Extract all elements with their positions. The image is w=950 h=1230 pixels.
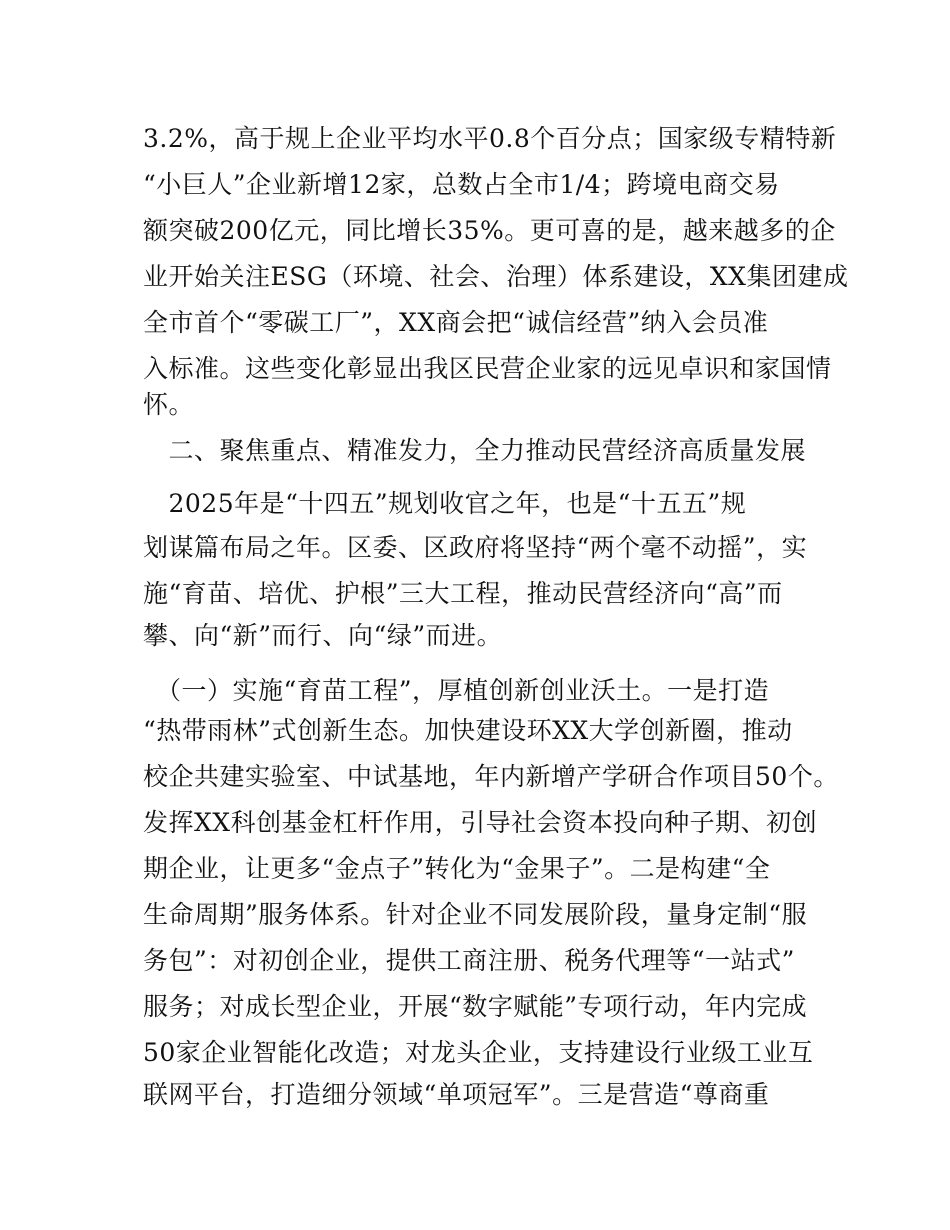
paragraph-3-line-10: 联网平台，打造细分领域“单项冠军”。三是营造“尊商重 <box>143 1080 770 1109</box>
paragraph-1-line-7: 怀。 <box>143 390 195 419</box>
paragraph-1-line-5: 全市首个“零碳工厂”，XX商会把“诚信经营”纳入会员准 <box>143 308 769 337</box>
paragraph-3-line-5: 期企业，让更多“金点子”转化为“金果子”。二是构建“全 <box>143 854 771 883</box>
paragraph-2-line-2: 划谋篇布局之年。区委、区政府将坚持“两个毫不动摇”，实 <box>143 533 808 562</box>
paragraph-3-line-8: 服务；对成长型企业，开展“数字赋能”专项行动，年内完成 <box>143 992 808 1021</box>
paragraph-3-line-1: （一）实施“育苗工程”，厚植创新创业沃土。一是打造 <box>143 676 770 705</box>
paragraph-3-line-3: 校企共建实验室、中试基地，年内新增产学研合作项目50个。 <box>143 762 839 791</box>
paragraph-3-line-7: 务包”：对初创企业，提供工商注册、税务代理等“一站式” <box>143 946 795 975</box>
paragraph-1-line-2: “小巨人”企业新增12家，总数占全市1/4；跨境电商交易 <box>143 170 780 199</box>
paragraph-3-line-4: 发挥XX科创基金杠杆作用，引导社会资本投向种子期、初创 <box>143 808 818 837</box>
paragraph-3-line-9: 50家企业智能化改造；对龙头企业，支持建设行业级工业互 <box>143 1038 814 1067</box>
paragraph-2-line-3: 施“育苗、培优、护根”三大工程，推动民营经济向“高”而 <box>143 579 783 608</box>
section-heading: 二、聚焦重点、精准发力，全力推动民营经济高质量发展 <box>143 436 807 465</box>
paragraph-1-line-1: 3.2%，高于规上企业平均水平0.8个百分点；国家级专精特新 <box>143 124 837 153</box>
paragraph-2-line-1: 2025年是“十四五”规划收官之年，也是“十五五”规 <box>143 489 747 518</box>
paragraph-3-line-6: 生命周期”服务体系。针对企业不同发展阶段，量身定制“服 <box>143 900 808 929</box>
paragraph-2-line-4: 攀、向“新”而行、向“绿”而进。 <box>143 621 503 650</box>
paragraph-1-line-4: 业开始关注ESG（环境、社会、治理）体系建设，XX集团建成 <box>143 262 849 291</box>
paragraph-3-line-2: “热带雨林”式创新生态。加快建设环XX大学创新圈，推动 <box>143 716 793 745</box>
paragraph-1-line-3: 额突破200亿元，同比增长35%。更可喜的是，越来越多的企 <box>143 216 836 245</box>
paragraph-1-line-6: 入标准。这些变化彰显出我区民营企业家的远见卓识和家国情 <box>143 354 832 383</box>
